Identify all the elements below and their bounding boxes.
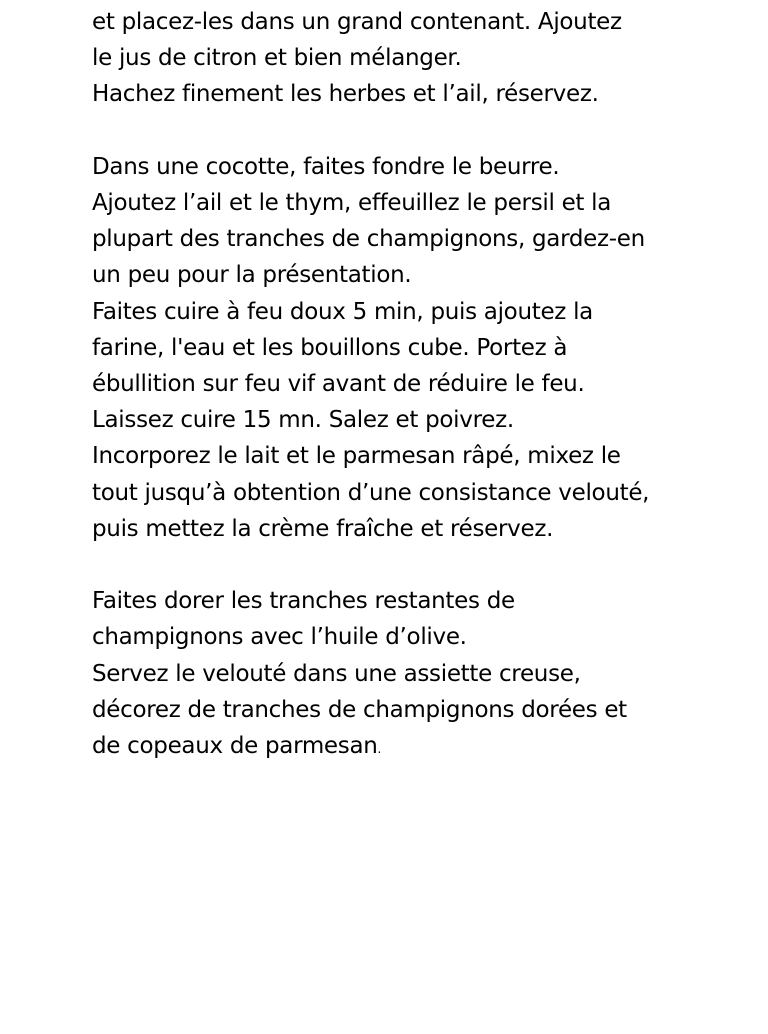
text-line: Ajoutez l’ail et le thym, effeuillez le persil et la (92, 190, 612, 216)
text-line: un peu pour la présentation. (92, 262, 412, 289)
serving-paragraph (92, 583, 732, 767)
text-line: Laissez cuire 15 mn. Salez et poivrez. (92, 407, 514, 434)
paragraph-gap (92, 547, 732, 583)
text-line: décorez de tranches de champignons dorées et (92, 696, 627, 723)
text-line: puis mettez la crème fraîche et réservez. (92, 515, 554, 542)
preparation-paragraph (92, 4, 732, 113)
text-line: Servez le velouté dans une assiette creuse, (92, 660, 581, 687)
text-line: Dans une cocotte, faites fondre le beurre. (92, 153, 560, 180)
text-line: et placez-les dans un grand contenant. Ajoutez (92, 9, 622, 35)
text-line: Faites cuire à feu doux 5 min, puis ajoutez la (92, 298, 593, 325)
recipe-instructions-page (92, 4, 732, 767)
text-line: champignons avec l’huile d’olive. (92, 624, 467, 651)
text-line: le jus de citron et bien mélanger. (92, 45, 462, 72)
text-line: farine, l'eau et les bouillons cube. Portez à (92, 334, 568, 361)
text-line: Faites dorer les tranches restantes de (92, 588, 515, 615)
final-text: de copeaux de parmesan (92, 733, 378, 760)
final-period: . (377, 742, 382, 757)
paragraph-gap (92, 113, 732, 149)
text-line: Hachez finement les herbes et l’ail, réservez. (92, 81, 599, 108)
text-line: plupart des tranches de champignons, gardez-en (92, 226, 645, 253)
text-line: tout jusqu’à obtention d’une consistance velouté, (92, 479, 650, 506)
text-line: ébullition sur feu vif avant de réduire le feu. (92, 371, 585, 398)
final-text-line (92, 728, 732, 767)
text-line: Incorporez le lait et le parmesan râpé, mixez le (92, 443, 621, 470)
cooking-paragraph (92, 149, 732, 547)
